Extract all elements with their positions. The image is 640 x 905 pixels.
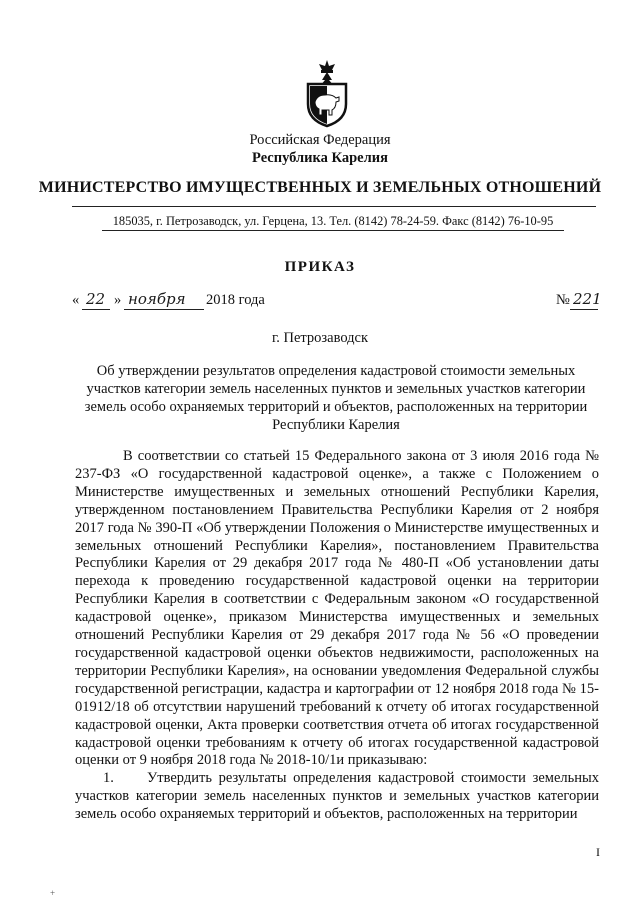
order-body [75, 448, 599, 824]
order-number-prefix: № [556, 292, 570, 308]
date-year: 2018 года [206, 292, 265, 308]
order-number-underline [570, 309, 598, 310]
karelia-coat-of-arms-icon [302, 58, 352, 128]
country-name: Российская Федерация [249, 132, 391, 148]
date-month-underline [124, 309, 204, 310]
item-1-number: 1. [103, 770, 114, 787]
subject-line: Об утверждении результатов определения кадастровой стоимости земельных [96, 363, 576, 379]
header-divider [72, 206, 596, 207]
date-day-handwritten: 22 [86, 290, 106, 308]
date-month-handwritten: ноября [128, 290, 186, 308]
date-open-quote: « [72, 292, 80, 308]
order-subject [76, 362, 596, 434]
date-close-quote: » [114, 292, 122, 308]
subject-line: Республики Карелия [272, 417, 400, 433]
republic-name: Республика Карелия [252, 150, 388, 166]
order-item-1 [75, 770, 599, 824]
subject-line: участков категории земель населенных пунктов и земельных участков категории [86, 381, 586, 397]
preamble-paragraph: В соответствии со статьей 15 Федерального закона от 3 июля 2016 года № 237-ФЗ «О государственной кадастровой оценке», а также с Положением о Министерстве имущественных и земельных отношений Республики Карелия, утвержденном постановлением Правительства Республики Карелия от 2 ноября 2017 года № 390-П «Об утверждении Положения о Министерстве имущественных и земельных отношений Республики Карелия», постановлением Правительства Республики Карелия от 29 декабря 2017 года № 480-П «Об установлении даты перехода к проведению государственной кадастровой оценки на территории Республики Карелия в соответствии с Федеральным законом «О государственной кадастровой оценке», приказом Министерства имущественных и земельных отношений Республики Карелия от 29 декабря 2017 года № 56 «О проведении государственной кадастровой оценки объектов недвижимости, расположенных на территории Республики Карелия», на основании уведомления Федеральной службы государственной регистрации, кадастра и картографии от 12 ноября 2018 года № 15-01912/18 об отсутствии нарушений требований к отчету об итогах государственной кадастровой оценки, Акта проверки соответствия отчета об итогах государственной кадастровой оценки требованиям к отчету об итогах государственной кадастровой оценки от 9 ноября 2018 года № 2018-10/1и приказываю: [75, 448, 599, 769]
ministry-name: МИНИСТЕРСТВО ИМУЩЕСТВЕННЫХ И ЗЕМЕЛЬНЫХ ОТНОШЕНИЙ [38, 179, 602, 196]
subject-line: земель особо охраняемых территорий и объектов, расположенных на территории [84, 399, 588, 415]
scan-corner-mark: + [50, 888, 56, 898]
address-underline [102, 230, 564, 231]
item-1-text: Утвердить результаты определения кадастровой стоимости земельных участков категории земель населенных пунктов и земельных участков категории земель особо охраняемых территорий и объектов, расположенных на территории [75, 770, 599, 823]
order-city: г. Петрозаводск [271, 330, 369, 346]
date-day-underline [82, 309, 110, 310]
order-title: ПРИКАЗ [284, 259, 356, 275]
page-marker: I [596, 845, 600, 859]
order-number-handwritten: 221 [573, 290, 602, 308]
order-date-number-row [70, 292, 600, 314]
ministry-address: 185035, г. Петрозаводск, ул. Герцена, 13. Тел. (8142) 78-24-59. Факс (8142) 76-10-95 [112, 214, 554, 228]
